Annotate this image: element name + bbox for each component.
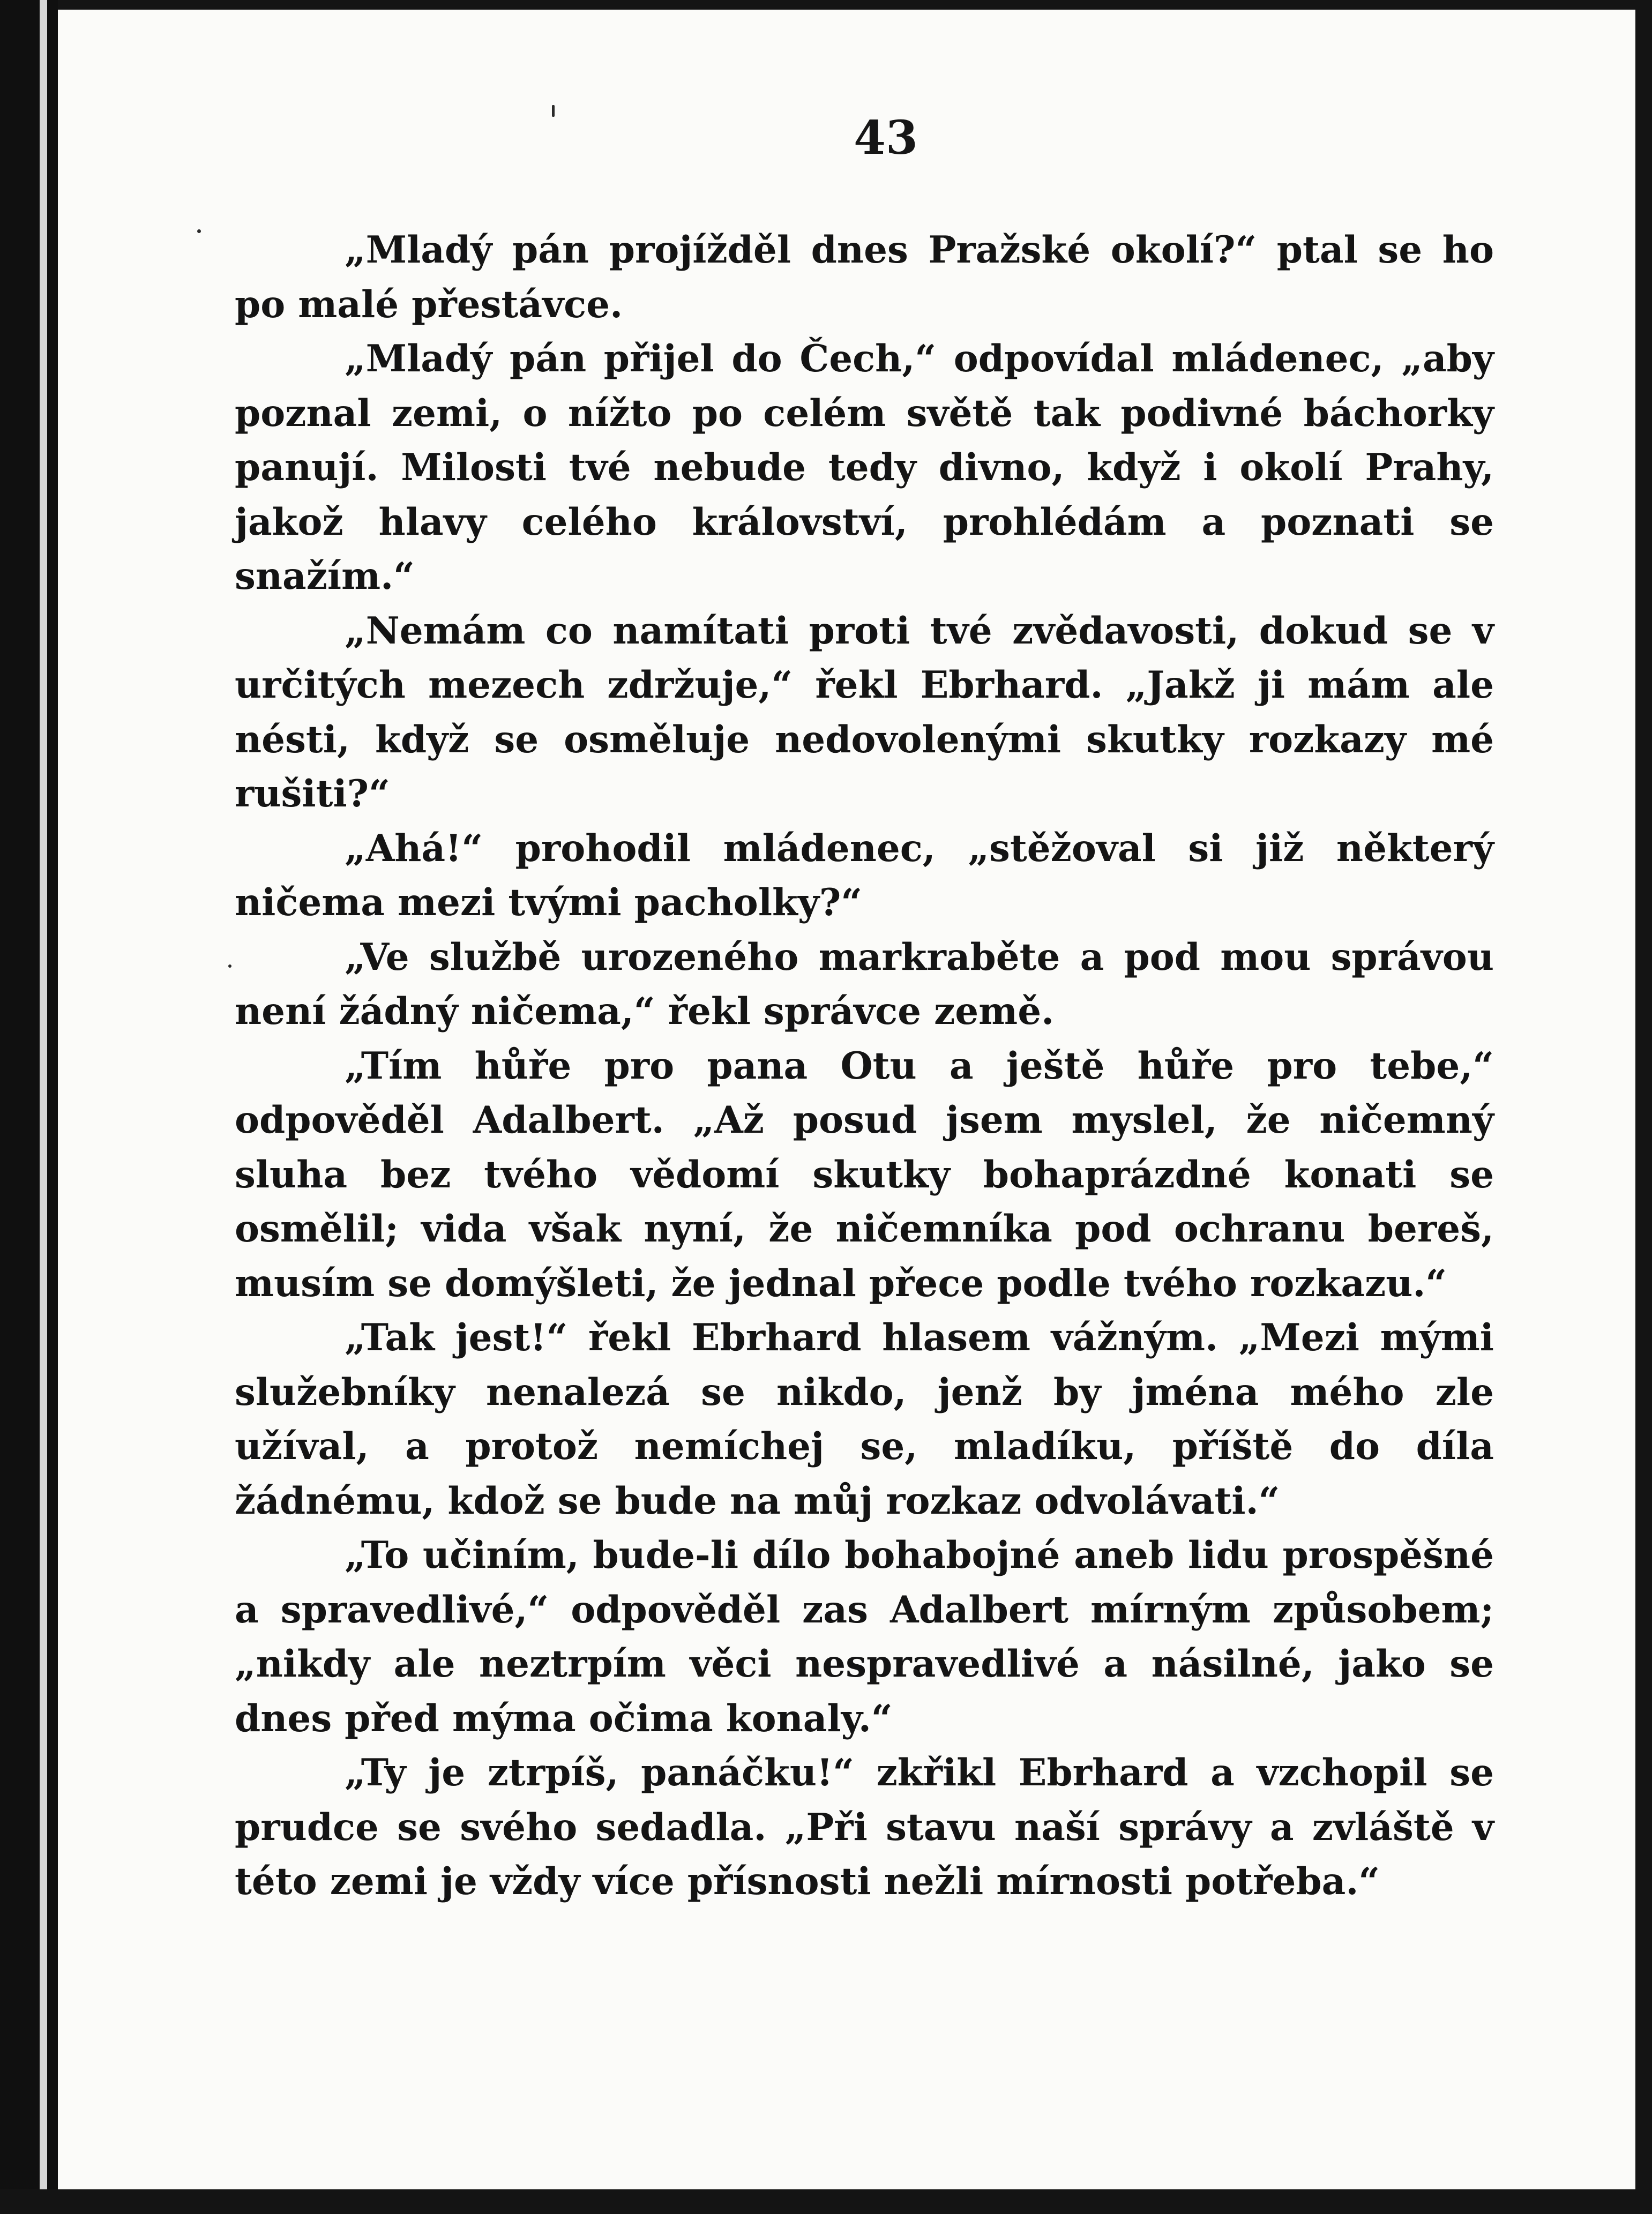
scan-border-left-highlight	[40, 0, 47, 2214]
paragraph-9: „Ty je ztrpíš, panáčku!“ zkřikl Ebrhard a vzchopil se prudce se svého sedadla. „Při stavu naší správy a zvláště v této zemi je vždy více přísnosti nežli mírnosti potřeba.“	[235, 1751, 1494, 1903]
paragraph-6: „Tím hůře pro pana Otu a ještě hůře pro tebe,“ odpověděl Adalbert. „Až posud jsem myslel, že ničemný sluha bez tvého vědomí skutky bohaprázdné konati se osmělil; vida však nyní, že ničemníka pod ochranu bereš, musím se domýšleti, že jednal přece podle tvého rozkazu.“	[235, 1044, 1494, 1305]
scan-border-left	[0, 0, 58, 2214]
paragraph-7: „Tak jest!“ řekl Ebrhard hlasem vážným. „Mezi mými služebníky nenalezá se nikdo, jenž by jména mého zle užíval, a protož nemíchej se, mladíku, příště do díla žádnému, kdož se bude na můj rozkaz odvolávati.“	[235, 1316, 1494, 1523]
paragraph-3: „Nemám co namítati proti tvé zvědavosti, dokud se v určitých mezech zdržuje,“ řekl Ebrhard. „Jakž ji mám ale nésti, když se osměluje nedovolenými skutky rozkazy mé rušiti?“	[235, 609, 1494, 816]
book-page	[58, 10, 1635, 2189]
page-number: 43	[854, 111, 918, 165]
paragraph-2: „Mladý pán přijel do Čech,“ odpovídal mládenec, „aby poznal zemi, o nížto po celém světě tak podivné báchorky panují. Milosti tvé nebude tedy divno, když i okolí Prahy, jakož hlavy celého království, prohlédám a poznati se snažím.“	[235, 337, 1494, 598]
print-speck	[552, 105, 555, 117]
print-speck	[197, 229, 201, 233]
scan-border-top	[0, 0, 1652, 10]
page-text-body	[235, 223, 1494, 1909]
paragraph-5: „Ve službě urozeného markraběte a pod mou správou není žádný ničema,“ řekl správce země.	[235, 935, 1494, 1033]
scan-border-bottom	[0, 2189, 1652, 2214]
paragraph-1: „Mladý pán projížděl dnes Pražské okolí?“ ptal se ho po malé přestávce.	[235, 228, 1494, 326]
paragraph-8: „To učiním, bude-li dílo bohabojné aneb lidu prospěšné a spravedlivé,“ odpověděl zas Adalbert mírným způsobem; „nikdy ale neztrpím věci nespravedlivé a násilné, jako se dnes před mýma očima konaly.“	[235, 1534, 1494, 1740]
paragraph-4: „Ahá!“ prohodil mládenec, „stěžoval si již některý ničema mezi tvými pacholky?“	[235, 826, 1494, 924]
print-speck	[228, 964, 231, 968]
scan-border-right	[1635, 0, 1652, 2214]
